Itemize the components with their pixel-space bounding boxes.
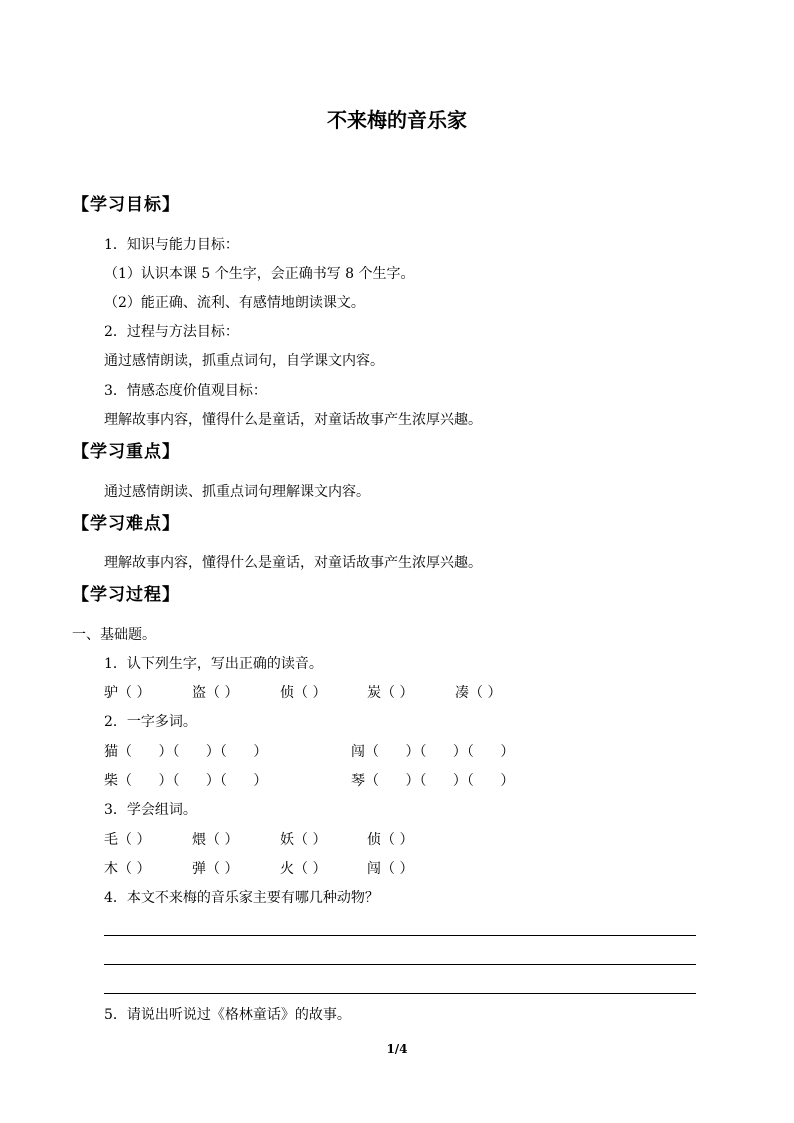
goal-2: 2．过程与方法目标： bbox=[104, 324, 239, 340]
q1-item: 凑（ ） bbox=[455, 685, 502, 701]
section-heading-focus: 【学习重点】 bbox=[72, 442, 180, 462]
question-5: 5．请说出听说过《格林童话》的故事。 bbox=[104, 1007, 351, 1023]
section-heading-goals: 【学习目标】 bbox=[72, 195, 180, 215]
answer-line[interactable] bbox=[104, 964, 696, 965]
q3-item: 木（ ） bbox=[104, 861, 151, 877]
q3-item: 闯（ ） bbox=[367, 861, 414, 877]
goal-1a: （1）认识本课 5 个生字，会正确书写 8 个生字。 bbox=[104, 266, 415, 282]
q1-item: 驴（ ） bbox=[104, 685, 151, 701]
page-number: 1/4 bbox=[386, 1042, 408, 1056]
q1-item: 盗（ ） bbox=[192, 685, 239, 701]
q3-item: 煨（ ） bbox=[192, 832, 239, 848]
section-heading-process: 【学习过程】 bbox=[72, 585, 180, 605]
q3-item: 毛（ ） bbox=[104, 832, 151, 848]
section-heading-difficulty: 【学习难点】 bbox=[72, 514, 180, 534]
question-3: 3．学会组词。 bbox=[104, 802, 197, 818]
q3-item: 妖（ ） bbox=[280, 832, 327, 848]
goal-2a: 通过感情朗读，抓重点词句，自学课文内容。 bbox=[104, 353, 384, 369]
question-4: 4．本文不来梅的音乐家主要有哪几种动物？ bbox=[104, 890, 379, 906]
q3-item: 火（ ） bbox=[280, 861, 327, 877]
difficulty-text: 理解故事内容，懂得什么是童话，对童话故事产生浓厚兴趣。 bbox=[104, 555, 482, 571]
q3-item: 侦（ ） bbox=[367, 832, 414, 848]
q2-item: 柴（ ）（ ）（ ） bbox=[104, 773, 268, 789]
goal-1b: （2）能正确、流利、有感情地朗读课文。 bbox=[104, 295, 365, 311]
question-2: 2．一字多词。 bbox=[104, 714, 197, 730]
goal-3a: 理解故事内容，懂得什么是童话，对童话故事产生浓厚兴趣。 bbox=[104, 412, 482, 428]
goal-1: 1．知识与能力目标： bbox=[104, 237, 239, 253]
page-title: 不来梅的音乐家 bbox=[327, 108, 467, 132]
focus-text: 通过感情朗读、抓重点词句理解课文内容。 bbox=[104, 484, 370, 500]
q1-item: 侦（ ） bbox=[280, 685, 327, 701]
q2-item: 琴（ ）（ ）（ ） bbox=[351, 773, 515, 789]
q1-item: 炭（ ） bbox=[367, 685, 414, 701]
answer-line[interactable] bbox=[104, 993, 696, 994]
goal-3: 3．情感态度价值观目标： bbox=[104, 383, 267, 399]
q3-item: 弹（ ） bbox=[192, 861, 239, 877]
answer-line[interactable] bbox=[104, 935, 696, 936]
question-1: 1．认下列生字，写出正确的读音。 bbox=[104, 656, 323, 672]
part-1-heading: 一、基础题。 bbox=[72, 627, 156, 643]
q2-item: 闯（ ）（ ）（ ） bbox=[351, 744, 515, 760]
q2-item: 猫（ ）（ ）（ ） bbox=[104, 744, 268, 760]
